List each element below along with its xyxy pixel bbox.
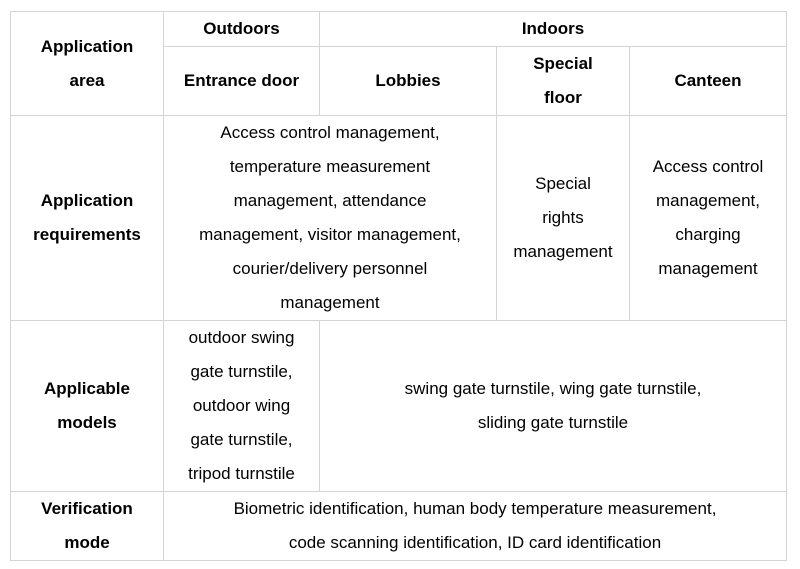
applicable-models-label: Applicable models [11, 321, 164, 492]
models-entrance-door: outdoor swing gate turnstile, outdoor wing gate turnstile, tripod turnstile [164, 321, 320, 492]
comparison-table [10, 11, 787, 561]
application-area-header: Application area [11, 12, 164, 116]
special-floor-header: Special floor [497, 47, 630, 116]
canteen-header: Canteen [630, 47, 787, 116]
requirements-canteen: Access control management, charging management [630, 116, 787, 321]
application-requirements-label: Application requirements [11, 116, 164, 321]
requirements-outdoor-lobbies: Access control management, temperature measurement management, attendance management, visitor management, courier/delivery personnel management [164, 116, 497, 321]
verification-mode-value: Biometric identification, human body temperature measurement, code scanning identification, ID card identification [164, 492, 787, 561]
verification-mode-label: Verification mode [11, 492, 164, 561]
requirements-special-floor: Special rights management [497, 116, 630, 321]
indoors-header: Indoors [320, 12, 787, 47]
models-indoors: swing gate turnstile, wing gate turnstile, sliding gate turnstile [320, 321, 787, 492]
outdoors-header: Outdoors [164, 12, 320, 47]
entrance-door-header: Entrance door [164, 47, 320, 116]
lobbies-header: Lobbies [320, 47, 497, 116]
